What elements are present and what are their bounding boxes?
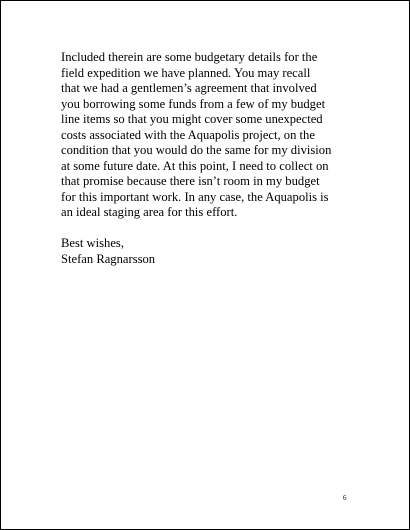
paragraph-line: for this important work. In any case, the Aquapolis is <box>61 189 329 204</box>
closing-line: Best wishes, <box>61 236 124 250</box>
letter-text <box>61 50 361 267</box>
page-number: 6 <box>343 494 347 502</box>
paragraph-line: you borrowing some funds from a few of my budget <box>61 96 326 111</box>
paragraph-line: an ideal staging area for this effort. <box>61 205 238 219</box>
paragraph-line: field expedition we have planned. You may recall <box>61 65 311 80</box>
signature-name: Stefan Ragnarsson <box>61 251 156 266</box>
paragraph-line: Included therein are some budgetary details for the <box>61 50 318 64</box>
paragraph-line: that we had a gentlemen’s agreement that involved <box>61 81 317 95</box>
paragraph-line: at some future date. At this point, I need to collect on <box>61 158 329 173</box>
paragraph-gap <box>61 221 361 237</box>
paragraph-line: that promise because there isn’t room in my budget <box>61 174 320 188</box>
paragraph-line: costs associated with the Aquapolis project, on the <box>61 127 315 142</box>
paragraph-line: condition that you would do the same for my division <box>61 143 332 157</box>
paragraph-line: line items so that you might cover some unexpected <box>61 112 323 126</box>
